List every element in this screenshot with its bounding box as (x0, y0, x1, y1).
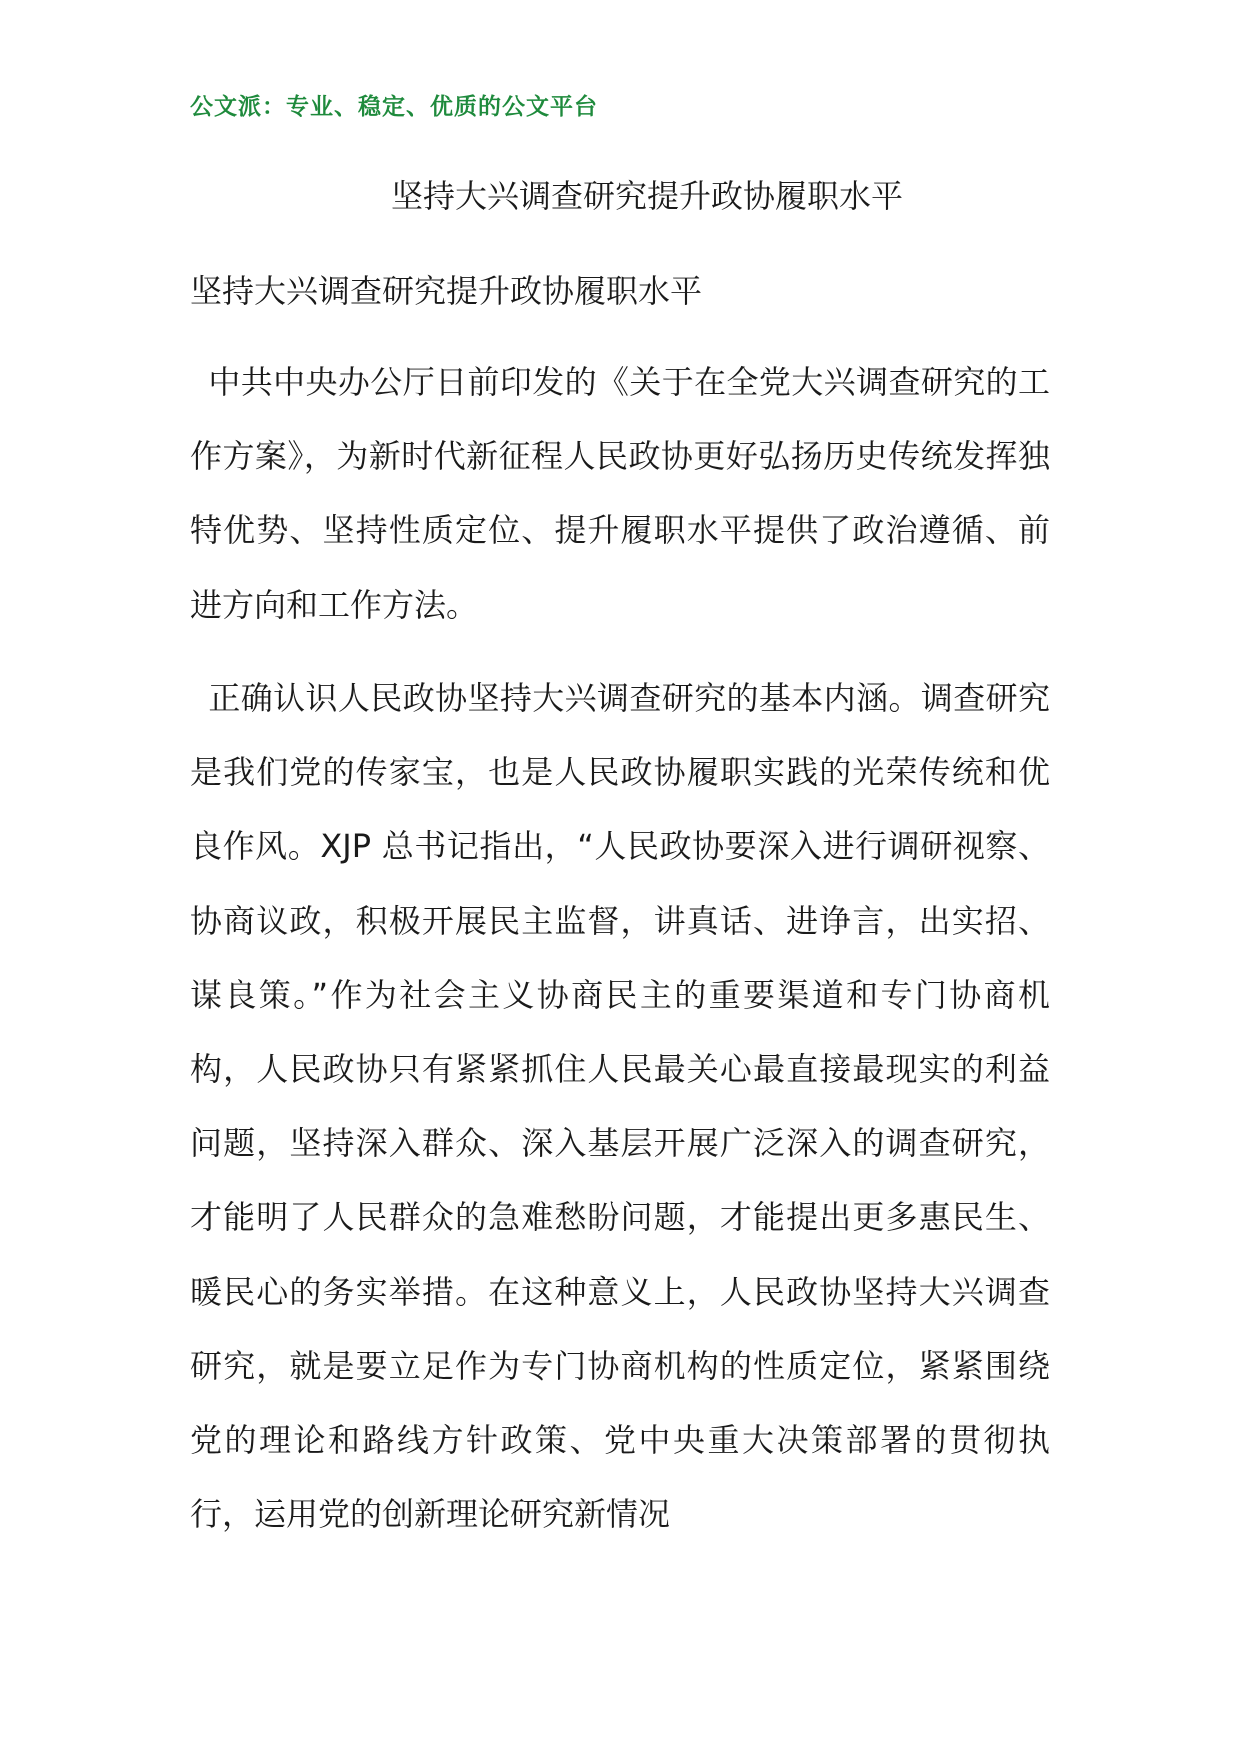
paragraph-2 (190, 661, 1050, 1551)
document-subtitle: 坚持大兴调查研究提升政协履职水平 (190, 272, 703, 310)
header-tagline: 公文派：专业、稳定、优质的公文平台 (190, 93, 598, 120)
paragraph-1-text: 中共中央办公厅日前印发的《关于在全党大兴调查研究的工作方案》，为新时代新征程人民政协更好弘扬历史传统发挥独特优势、坚持性质定位、提升履职水平提供了政治遵循、前进方向和工作方法。 (190, 363, 1050, 624)
document-title: 坚持大兴调查研究提升政协履职水平 (390, 177, 903, 215)
paragraph-1 (190, 345, 1050, 642)
paragraph-2-text: 正确认识人民政协坚持大兴调查研究的基本内涵。调查研究是我们党的传家宝，也是人民政协履职实践的光荣传统和优良作风。XJP 总书记指出，“人民政协要深入进行调研视察、协商议政，积极开展民主监督，讲真话、进诤言，出实招、谋良策。”作为社会主义协商民主的重要渠道和专门协商机构，人民政协只有紧紧抓住人民最关心最直接最现实的利益问题，坚持深入群众、深入基层开展广泛深入的调查研究，才能明了人民群众的急难愁盼问题，才能提出更多惠民生、暖民心的务实举措。在这种意义上，人民政协坚持大兴调查研究，就是要立足作为专门协商机构的性质定位，紧紧围绕党的理论和路线方针政策、党中央重大决策部署的贯彻执行，运用党的创新理论研究新情况 (190, 679, 1050, 1534)
